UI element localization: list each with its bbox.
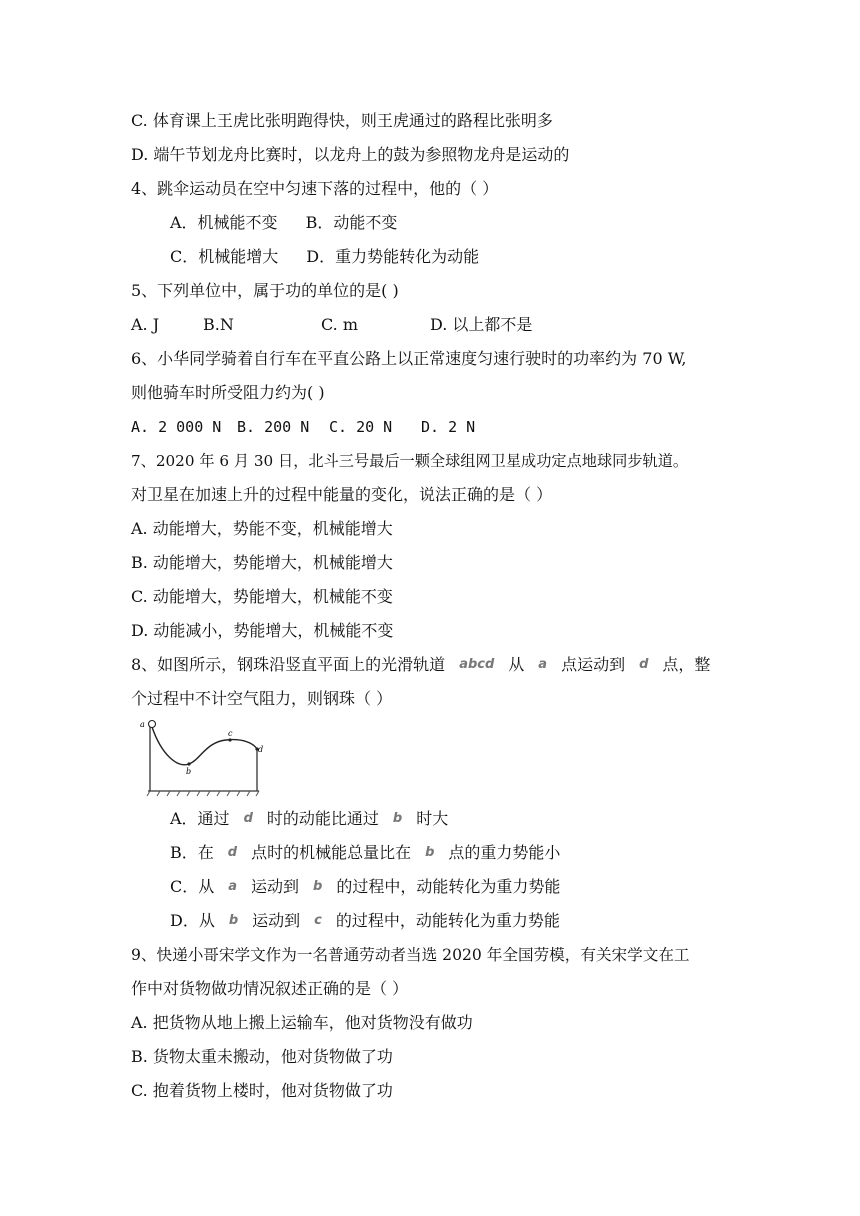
q6-options — [131, 417, 731, 437]
q4-option-b: B．动能不变 — [305, 213, 398, 232]
q4-options-row1 — [170, 213, 397, 233]
q8-option-a-text-2: 时的动能比通过 — [266, 809, 379, 828]
q5-option-b: B.N — [203, 315, 234, 334]
q7-stem-line1: 7、2020 年 6 月 30 日，北斗三号最后一颗全球组网卫星成功定点地球同步轨道。 — [131, 452, 689, 470]
q6-stem-line2: 则他骑车时所受阻力约为( ) — [131, 383, 325, 402]
q5-stem: 5、下列单位中，属于功的单位的是( ) — [131, 281, 399, 300]
q3-option-c: C. 体育课上王虎比张明跑得快，则王虎通过的路程比张明多 — [131, 111, 553, 130]
q8-option-b — [170, 843, 560, 863]
q7-option-d: D. 动能减小，势能增大，机械能不变 — [131, 621, 394, 640]
glyph-b: b — [392, 811, 403, 826]
q4-option-a: A．机械能不变 — [170, 213, 278, 232]
q7-option-a: A. 动能增大，势能不变，机械能增大 — [131, 519, 393, 538]
glyph-abcd: abcd — [459, 657, 495, 672]
q8-option-a-text-1: A．通过 — [170, 809, 230, 828]
q7-option-b: B. 动能增大，势能增大，机械能增大 — [131, 553, 393, 572]
q8-stem-text-3: 点运动到 — [561, 655, 626, 674]
point-b-marker — [187, 762, 190, 765]
q6-option-b: B. 200 N — [237, 418, 310, 436]
q5-options — [131, 315, 731, 335]
q8-option-c-text-3: 的过程中，动能转化为重力势能 — [336, 877, 561, 896]
q9-stem-line2: 作中对货物做功情况叙述正确的是（ ） — [131, 979, 409, 998]
q5-option-c: C. m — [321, 315, 359, 334]
glyph-a: a — [228, 879, 238, 894]
q4-stem: 4、跳伞运动员在空中匀速下落的过程中，他的（ ） — [131, 179, 499, 198]
steel-ball — [149, 721, 156, 728]
track-curve — [152, 727, 257, 765]
glyph-a: a — [538, 657, 548, 672]
q8-stem-text-2: 从 — [508, 655, 525, 674]
q8-option-c — [170, 877, 560, 897]
q8-option-a-text-3: 时大 — [416, 809, 449, 828]
glyph-d: d — [639, 657, 649, 672]
q8-option-b-text-1: B．在 — [170, 843, 214, 862]
q8-option-b-text-2: 点时的机械能总量比在 — [251, 843, 412, 862]
glyph-b: b — [425, 845, 435, 860]
point-c-label: c — [228, 729, 233, 738]
q9-option-c: C. 抱着货物上楼时，他对货物做了功 — [131, 1081, 393, 1100]
q8-option-c-text-2: 运动到 — [251, 877, 300, 896]
q8-option-a — [170, 809, 448, 829]
q9-option-a: A. 把货物从地上搬上运输车，他对货物没有做功 — [131, 1013, 473, 1032]
q8-option-d-text-2: 运动到 — [252, 911, 301, 930]
point-a-label: a — [140, 720, 145, 729]
q4-options-row2 — [170, 247, 479, 267]
q8-stem-line1 — [131, 655, 710, 675]
q6-option-d: D. 2 N — [421, 418, 476, 436]
q8-option-d-text-3: 的过程中，动能转化为重力势能 — [335, 911, 560, 930]
q8-option-d-text-1: D．从 — [170, 911, 215, 930]
q8-stem-text-4: 点，整 — [662, 655, 711, 674]
q9-option-b: B. 货物太重未搬动，他对货物做了功 — [131, 1047, 393, 1066]
point-d-label: d — [258, 745, 264, 754]
q8-option-d — [170, 911, 560, 931]
point-b-label: b — [186, 767, 192, 776]
q6-option-c: C. 20 N — [329, 418, 393, 436]
q4-option-d: D．重力势能转化为动能 — [306, 247, 480, 266]
q8-stem-text-1: 8、如图所示，钢珠沿竖直平面上的光滑轨道 — [131, 655, 446, 674]
q8-option-c-text-1: C．从 — [170, 877, 215, 896]
track-diagram — [138, 716, 268, 798]
glyph-d: d — [243, 811, 253, 826]
q7-stem-line2: 对卫星在加速上升的过程中能量的变化，说法正确的是（ ） — [131, 485, 553, 504]
glyph-d: d — [227, 845, 238, 860]
glyph-c: c — [314, 913, 322, 928]
glyph-b: b — [228, 913, 239, 928]
q8-option-b-text-3: 点的重力势能小 — [448, 843, 561, 862]
q6-stem-line1: 6、小华同学骑着自行车在平直公路上以正常速度匀速行驶时的功率约为 70 W, — [131, 349, 687, 368]
q4-option-c: C．机械能增大 — [170, 247, 279, 266]
glyph-b: b — [313, 879, 323, 894]
q9-stem-line1: 9、快递小哥宋学文作为一名普通劳动者当选 2020 年全国劳模，有关宋学文在工 — [131, 946, 690, 964]
q6-option-a: A. 2 000 N — [131, 418, 222, 436]
q5-option-d: D. 以上都不是 — [430, 315, 533, 334]
q7-option-c: C. 动能增大，势能增大，机械能不变 — [131, 587, 393, 606]
point-c-marker — [228, 738, 231, 741]
q5-option-a: A. J — [131, 315, 160, 334]
q8-stem-line2: 个过程中不计空气阻力，则钢珠（ ） — [131, 689, 393, 708]
q3-option-d: D. 端午节划龙舟比赛时，以龙舟上的鼓为参照物龙舟是运动的 — [131, 145, 570, 164]
